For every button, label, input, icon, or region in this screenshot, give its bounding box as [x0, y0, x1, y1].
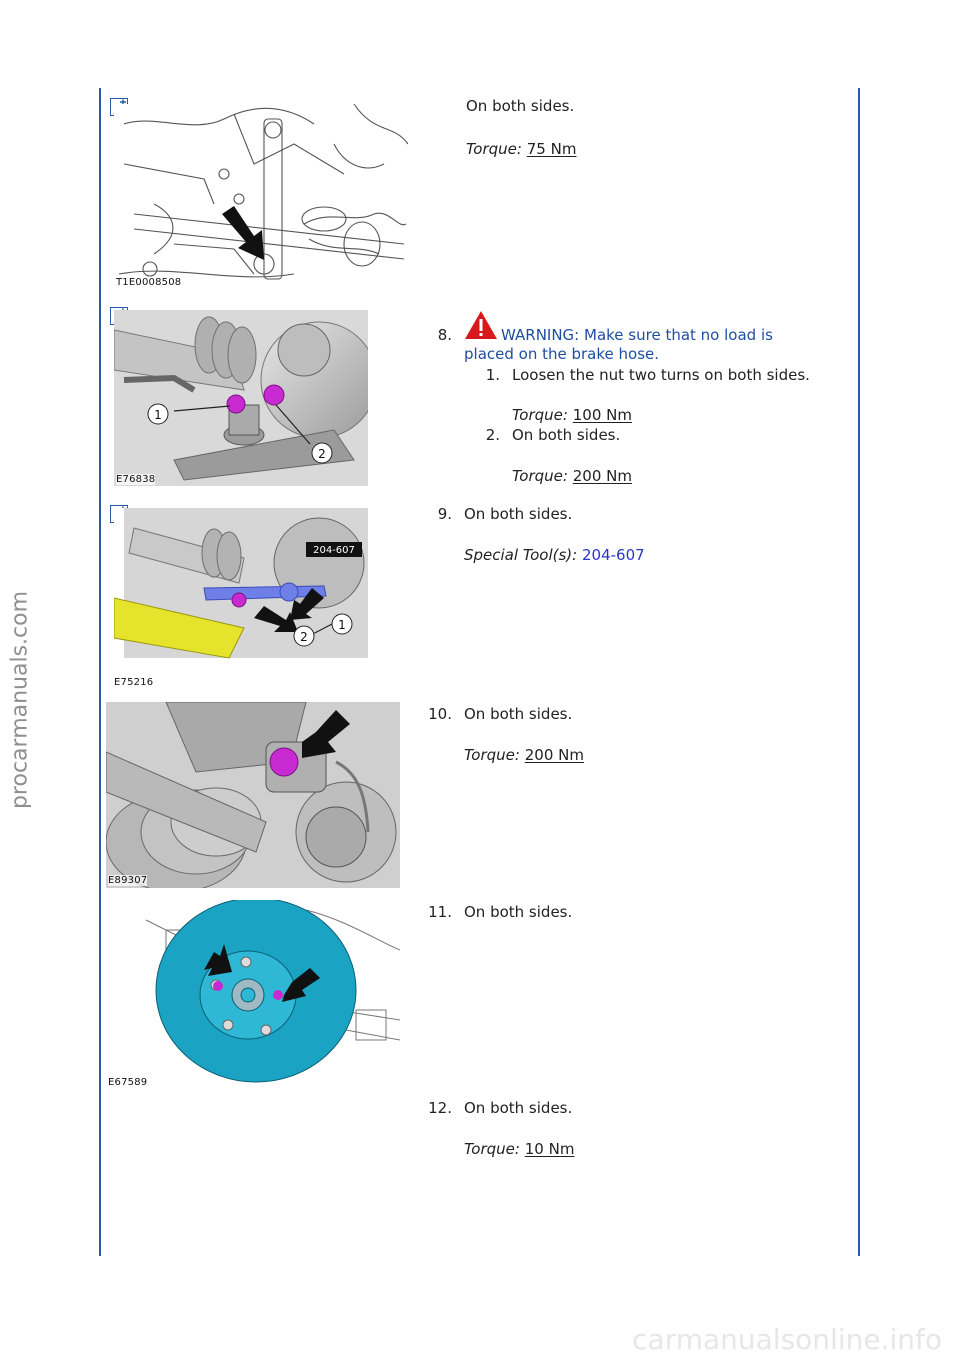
- substep-text: On both sides.: [512, 426, 621, 444]
- torque-spec: Torque: 100 Nm: [512, 406, 632, 424]
- step-text: On both sides.: [464, 903, 573, 921]
- figure-hub-nut: [114, 310, 368, 486]
- step-number: 9.: [437, 505, 452, 523]
- tool-tag: 204-607: [313, 545, 355, 556]
- figure-code: E89307: [108, 875, 148, 886]
- figure-axle-nut: [106, 702, 400, 888]
- figure-code: E67589: [108, 1077, 148, 1088]
- torque-spec: Torque: 10 Nm: [464, 1140, 575, 1158]
- side-watermark: procarmanuals.com: [7, 590, 33, 810]
- figure-code: E75216: [114, 677, 154, 688]
- torque-spec: Torque: 75 Nm: [466, 140, 577, 158]
- figure-stabilizer-link: [114, 104, 408, 290]
- torque-spec: Torque: 200 Nm: [464, 746, 584, 764]
- callout-2: 2: [300, 630, 308, 644]
- step-text: On both sides.: [464, 705, 573, 723]
- warning-line-1: WARNING: Make sure that no load is: [501, 326, 773, 344]
- special-tool-spec: Special Tool(s): 204-607: [464, 546, 645, 564]
- step-number: 10.: [428, 705, 452, 723]
- right-rule: [858, 88, 860, 1256]
- step-number: 11.: [428, 903, 452, 921]
- bottom-watermark: carmanualsonline.info: [632, 1323, 942, 1356]
- special-tool-link[interactable]: 204-607: [582, 546, 645, 564]
- figure-code: T1E0008508: [116, 277, 182, 288]
- step-number: 8.: [437, 326, 452, 344]
- warning-line-2: placed on the brake hose.: [464, 345, 660, 363]
- step-text: On both sides.: [466, 97, 575, 115]
- warning-triangle-icon: [464, 310, 498, 340]
- callout-2: 2: [318, 447, 326, 461]
- figure-ball-joint-separator: [114, 508, 368, 690]
- substep-number: 2.: [485, 426, 500, 444]
- substep-number: 1.: [485, 366, 500, 384]
- callout-1: 1: [338, 618, 346, 632]
- figure-brake-disc: [106, 900, 400, 1090]
- step-text: On both sides.: [464, 1099, 573, 1117]
- left-rule: [99, 88, 101, 1256]
- torque-spec: Torque: 200 Nm: [512, 467, 632, 485]
- substep-text: Loosen the nut two turns on both sides.: [512, 366, 810, 384]
- figure-code: E76838: [116, 474, 156, 485]
- callout-1: 1: [154, 408, 162, 422]
- step-text: On both sides.: [464, 505, 573, 523]
- step-number: 12.: [428, 1099, 452, 1117]
